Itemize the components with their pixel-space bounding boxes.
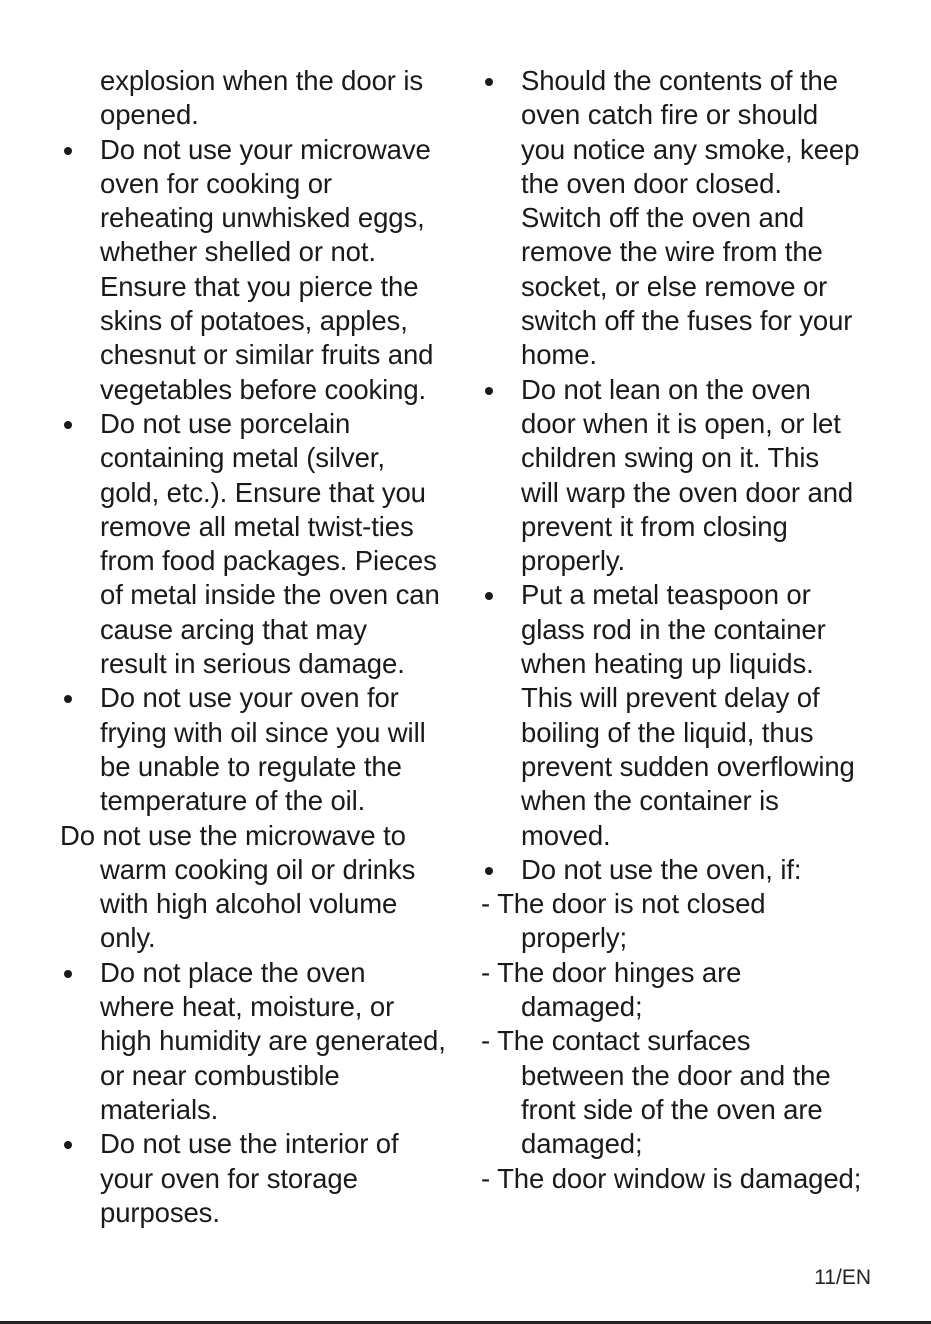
text-line: purposes. — [100, 1196, 220, 1228]
text-line: - The door is not closed — [481, 888, 766, 920]
bullet-item — [60, 956, 470, 1127]
text-line: be unable to regulate the — [100, 750, 402, 782]
text-line: Do not use the oven, if: — [521, 853, 802, 885]
text-line: chesnut or similar fruits and — [100, 339, 434, 371]
text-line: home. — [521, 339, 597, 371]
text-line: oven catch fire or should — [521, 99, 819, 131]
text-line: Do not lean on the oven — [521, 373, 811, 405]
text-line: - The door hinges are — [481, 956, 742, 988]
text-line: frying with oil since you will — [100, 716, 426, 748]
text-line: where heat, moisture, or — [100, 991, 395, 1023]
bullet-item — [60, 133, 470, 407]
text-line: reheating unwhisked eggs, — [100, 202, 425, 234]
text-line: properly. — [521, 545, 626, 577]
text-line: opened. — [100, 99, 199, 131]
text-line: high humidity are generated, — [100, 1025, 446, 1057]
text-line: Do not use porcelain — [100, 407, 351, 439]
text-line: Switch off the oven and — [521, 202, 805, 234]
text-line: vegetables before cooking. — [100, 373, 427, 405]
text-line: when heating up liquids. — [521, 648, 814, 680]
text-line: Do not use the microwave to — [60, 819, 406, 851]
text-line: damaged; — [521, 991, 643, 1023]
text-line: remove the wire from the — [521, 236, 823, 268]
text-line: warm cooking oil or drinks — [100, 853, 416, 885]
text-line: prevent it from closing — [521, 510, 788, 542]
text-line: damaged; — [521, 1128, 643, 1160]
text-line: whether shelled or not. — [100, 236, 376, 268]
text-line: from food packages. Pieces — [100, 545, 437, 577]
text-line: remove all metal twist-ties — [100, 510, 414, 542]
text-line: temperature of the oil. — [100, 785, 366, 817]
hanging-paragraph — [60, 819, 470, 956]
bullet-item — [481, 853, 901, 887]
continuation-paragraph — [60, 64, 470, 133]
text-line: skins of potatoes, apples, — [100, 305, 408, 337]
right-text-column — [481, 64, 901, 1196]
text-line: or near combustible — [100, 1059, 340, 1091]
text-line: Do not use your oven for — [100, 682, 399, 714]
bullet-item — [481, 578, 901, 852]
text-line: moved. — [521, 819, 611, 851]
text-line: you notice any smoke, keep — [521, 133, 860, 165]
text-line: your oven for storage — [100, 1162, 358, 1194]
text-line: Do not use your microwave — [100, 133, 431, 165]
text-line: boiling of the liquid, thus — [521, 716, 814, 748]
text-line: - The door window is damaged; — [481, 1162, 862, 1194]
text-line: cause arcing that may — [100, 613, 367, 645]
text-line: front side of the oven are — [521, 1093, 823, 1125]
left-text-column — [60, 64, 470, 1230]
hanging-paragraph — [481, 887, 901, 956]
text-line: Put a metal teaspoon or — [521, 579, 811, 611]
text-line: glass rod in the container — [521, 613, 826, 645]
text-line: gold, etc.). Ensure that you — [100, 476, 426, 508]
text-line: of metal inside the oven can — [100, 579, 440, 611]
text-line: socket, or else remove or — [521, 270, 828, 302]
bullet-item — [481, 64, 901, 373]
bullet-item — [60, 681, 470, 818]
text-line: result in serious damage. — [100, 648, 405, 680]
text-line: with high alcohol volume — [100, 888, 398, 920]
text-line: properly; — [521, 922, 628, 954]
text-line: only. — [100, 922, 156, 954]
hanging-paragraph — [481, 956, 901, 1025]
text-line: will warp the oven door and — [521, 476, 854, 508]
text-line: Ensure that you pierce the — [100, 270, 419, 302]
text-line: materials. — [100, 1093, 219, 1125]
bullet-item — [60, 407, 470, 681]
bullet-item — [60, 1127, 470, 1230]
text-line: children swing on it. This — [521, 442, 820, 474]
text-line: explosion when the door is — [100, 65, 424, 96]
text-line: between the door and the — [521, 1059, 831, 1091]
text-line: oven for cooking or — [100, 167, 332, 199]
page-number: 11/EN — [814, 1266, 871, 1289]
text-line: containing metal (silver, — [100, 442, 385, 474]
text-line: Do not use the interior of — [100, 1128, 399, 1160]
text-line: This will prevent delay of — [521, 682, 820, 714]
text-line: Should the contents of the — [521, 65, 838, 96]
hanging-paragraph — [481, 1024, 901, 1161]
text-line: prevent sudden overflowing — [521, 750, 855, 782]
text-line: door when it is open, or let — [521, 407, 841, 439]
text-line: switch off the fuses for your — [521, 305, 853, 337]
hanging-paragraph — [481, 1162, 901, 1196]
text-line: - The contact surfaces — [481, 1025, 751, 1057]
text-line: when the container is — [521, 785, 779, 817]
text-line: Do not place the oven — [100, 956, 366, 988]
bullet-item — [481, 373, 901, 579]
text-line: the oven door closed. — [521, 167, 782, 199]
